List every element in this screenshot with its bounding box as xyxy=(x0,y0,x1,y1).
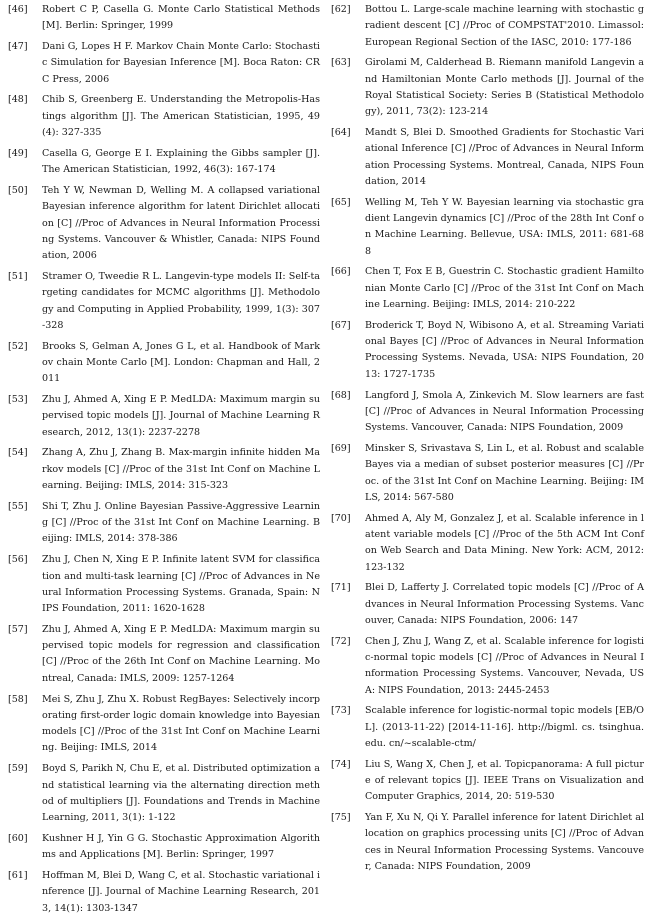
reference-text: Chib S, Greenberg E. Understanding the Metropolis-Hastings algorithm [J]. The American Statistician, 1995, 49 (4): 327-335 xyxy=(42,94,320,139)
reference-number: [69] xyxy=(331,442,351,454)
reference-number: [63] xyxy=(331,57,351,69)
reference-text: Stramer O, Tweedie R L. Langevin-type models II: Self-targeting candidates for MCMC algorithms [J]. Methodology and Computing in Applied Probability, 1999, 1(3): 307-328 xyxy=(42,270,320,331)
reference-text: Minsker S, Srivastava S, Lin L, et al. Robust and scalable Bayes via a median of subset posterior measures [C] //Proc. of the 31st Int Conf on Machine Learning. Beijing: IMLS, 2014: 567-580 xyxy=(365,442,644,503)
reference-number: [53] xyxy=(8,394,28,406)
reference-number: [72] xyxy=(331,635,351,647)
reference-entry xyxy=(8,92,320,141)
reference-number: [58] xyxy=(8,693,28,705)
reference-number: [62] xyxy=(331,4,351,15)
reference-text: Zhu J, Chen N, Xing E P. Infinite latent SVM for classification and multi-task learning [C] //Proc of Advances in Neural Information Processing Systems. Granada, Spain: NIPS Foundation, 2011: 1620-1628 xyxy=(42,554,320,615)
reference-entry xyxy=(331,2,644,51)
reference-text: Teh Y W, Newman D, Welling M. A collapsed variational Bayesian inference algorithm for latent Dirichlet allocation [C] //Proc of Advances in Neural Information Processing Systems. Vancouver & Whistler, Canada: NIPS Foundation, 2006 xyxy=(42,184,320,262)
reference-text: Dani G, Lopes H F. Markov Chain Monte Carlo: Stochastic Simulation for Bayesian Inference [M]. Boca Raton: CRC Press, 2006 xyxy=(42,41,320,85)
reference-entry xyxy=(8,552,320,617)
reference-text: Casella G, George E I. Explaining the Gibbs sampler [J]. The American Statistician, 1992, 46(3): 167-174 xyxy=(42,147,320,176)
reference-text: Langford J, Smola A, Zinkevich M. Slow learners are fast [C] //Proc of Advances in Neural Information Processing Systems. Vancouver, Canada: NIPS Foundation, 2009 xyxy=(365,389,644,434)
reference-entry xyxy=(331,318,644,383)
reference-entry xyxy=(331,441,644,506)
reference-text: Hoffman M, Blei D, Wang C, et al. Stochastic variational inference [J]. Journal of Machine Learning Research, 2013, 14(1): 1303-1347 xyxy=(42,870,320,914)
reference-text: Yan F, Xu N, Qi Y. Parallel inference for latent Dirichlet allocation on graphics processing units [C] //Proc of Advances in Neural Information Processing Systems. Vancouver, Canada: NIPS Foundation, 2009 xyxy=(365,812,644,873)
reference-text: Broderick T, Boyd N, Wibisono A, et al. Streaming Variational Bayes [C] //Proc of Advances in Neural Information Processing Systems. Nevada, USA: NIPS Foundation, 2013: 1727-1735 xyxy=(365,319,644,380)
reference-number: [71] xyxy=(331,582,351,594)
left-reference-column xyxy=(8,2,320,921)
reference-entry xyxy=(8,761,320,826)
reference-text: Welling M, Teh Y W. Bayesian learning via stochastic gradient Langevin dynamics [C] //Proc of the 28th Int Conf on Machine Learning. Bellevue, USA: IMLS, 2011: 681-688 xyxy=(365,196,644,257)
reference-text: Boyd S, Parikh N, Chu E, et al. Distributed optimization and statistical learning via the alternating direction method of multipliers [J]. Foundations and Trends in Machine Learning, 2011, 3(1): 1-122 xyxy=(42,763,320,824)
reference-number: [61] xyxy=(8,870,28,882)
reference-text: Zhu J, Ahmed A, Xing E P. MedLDA: Maximum margin supervised topic models [J]. Journal of Machine Learning Research, 2012, 13(1): 2237-2278 xyxy=(42,394,320,438)
reference-entry xyxy=(8,269,320,334)
reference-entry xyxy=(8,831,320,864)
reference-number: [67] xyxy=(331,319,351,331)
reference-text: Zhang A, Zhu J, Zhang B. Max-margin infinite hidden Markov models [C] //Proc of the 31st Int Conf on Machine Learning. Beijing: IMLS, 2014: 315-323 xyxy=(42,447,320,492)
reference-number: [50] xyxy=(8,184,28,196)
reference-text: Blei D, Lafferty J. Correlated topic models [C] //Proc of Advances in Neural Information Processing Systems. Vancouver, Canada: NIPS Foundation, 2006: 147 xyxy=(365,582,644,626)
reference-text: Mei S, Zhu J, Zhu X. Robust RegBayes: Selectively incorporating first-order logic domain knowledge into Bayesian models [C] //Proc of the 31st Int Conf on Machine Learning. Beijing: IMLS, 2014 xyxy=(42,693,320,754)
reference-entry xyxy=(331,511,644,576)
reference-entry xyxy=(331,264,644,313)
reference-text: Chen J, Zhu J, Wang Z, et al. Scalable inference for logistic-normal topic models [C] //Proc of Advances in Neural Information Processing Systems. Vancouver, Nevada, USA: NIPS Foundation, 2013: 2445-2453 xyxy=(365,635,644,696)
reference-text: Chen T, Fox E B, Guestrin C. Stochastic gradient Hamiltonian Monte Carlo [C] //Proc of the 31st Int Conf on Machine Learning. Beijing: IMLS, 2014: 210-222 xyxy=(365,266,644,311)
reference-number: [74] xyxy=(331,758,351,770)
reference-text: Kushner H J, Yin G G. Stochastic Approximation Algorithms and Applications [M]. Berlin: Springer, 1997 xyxy=(42,832,320,861)
reference-number: [48] xyxy=(8,94,28,106)
right-reference-column xyxy=(331,2,644,880)
reference-text: Mandt S, Blei D. Smoothed Gradients for Stochastic Variational Inference [C] //Proc of Advances in Neural Information Processing Systems. Montreal, Canada, NIPS Foundation, 2014 xyxy=(365,127,644,187)
reference-number: [59] xyxy=(8,763,28,775)
reference-text: Scalable inference for logistic-normal topic models [EB/OL]. (2013-11-22) [2014-11-16]. http://bigml. cs. tsinghua. edu. cn/~scalable-ctm/ xyxy=(365,705,644,749)
reference-entry xyxy=(8,339,320,388)
reference-number: [54] xyxy=(8,447,28,459)
reference-entry xyxy=(8,499,320,548)
reference-entry xyxy=(331,55,644,120)
reference-number: [66] xyxy=(331,266,351,278)
reference-number: [52] xyxy=(8,340,28,352)
reference-number: [57] xyxy=(8,623,28,635)
reference-number: [75] xyxy=(331,812,351,824)
reference-number: [55] xyxy=(8,500,28,512)
reference-entry xyxy=(331,580,644,629)
reference-text: Girolami M, Calderhead B. Riemann manifold Langevin and Hamiltonian Monte Carlo methods [J]. Journal of the Royal Statistical Society: Series B (Statistical Methodology), 2011, 73(2): 123-214 xyxy=(365,57,644,118)
reference-number: [60] xyxy=(8,832,28,844)
reference-text: Zhu J, Ahmed A, Xing E P. MedLDA: Maximum margin supervised topic models for regression and classification [C] //Proc of the 26th Int Conf on Machine Learning. Montreal, Canada: IMLS, 2009: 1257-1264 xyxy=(42,623,320,684)
reference-entry xyxy=(331,125,644,190)
reference-entry xyxy=(8,868,320,917)
reference-entry xyxy=(331,810,644,875)
reference-entry xyxy=(8,392,320,441)
reference-number: [70] xyxy=(331,512,351,524)
reference-number: [56] xyxy=(8,554,28,566)
reference-text: Robert C P, Casella G. Monte Carlo Statistical Methods [M]. Berlin: Springer, 1999 xyxy=(42,4,320,32)
reference-number: [64] xyxy=(331,127,351,139)
reference-entry xyxy=(331,703,644,752)
reference-entry xyxy=(8,445,320,494)
reference-number: [51] xyxy=(8,270,28,282)
reference-number: [46] xyxy=(8,4,28,15)
reference-entry xyxy=(331,388,644,437)
reference-entry xyxy=(331,195,644,260)
reference-entry xyxy=(8,146,320,179)
reference-entry xyxy=(8,2,320,35)
reference-number: [73] xyxy=(331,705,351,717)
reference-number: [49] xyxy=(8,147,28,159)
reference-text: Ahmed A, Aly M, Gonzalez J, et al. Scalable inference in latent variable models [C] //Proc of the 5th ACM Int Conf on Web Search and Data Mining. New York: ACM, 2012: 123-132 xyxy=(365,512,644,573)
reference-number: [47] xyxy=(8,41,28,53)
reference-text: Bottou L. Large-scale machine learning with stochastic gradient descent [C] //Proc of COMPSTAT'2010. Limassol: European Regional Section of the IASC, 2010: 177-186 xyxy=(365,4,644,48)
reference-entry xyxy=(8,39,320,88)
reference-entry xyxy=(8,183,320,264)
reference-text: Liu S, Wang X, Chen J, et al. Topicpanorama: A full picture of relevant topics [J]. IEEE Trans on Visualization and Computer Graphics, 2014, 20: 519-530 xyxy=(365,758,644,803)
reference-entry xyxy=(8,622,320,687)
reference-text: Brooks S, Gelman A, Jones G L, et al. Handbook of Markov chain Monte Carlo [M]. London: Chapman and Hall, 2011 xyxy=(42,340,320,385)
reference-entry xyxy=(331,634,644,699)
reference-entry xyxy=(331,757,644,806)
reference-number: [65] xyxy=(331,196,351,208)
reference-number: [68] xyxy=(331,389,351,401)
reference-entry xyxy=(8,692,320,757)
reference-text: Shi T, Zhu J. Online Bayesian Passive-Aggressive Learning [C] //Proc of the 31st Int Conf on Machine Learning. Beijing: IMLS, 2014: 378-386 xyxy=(42,500,320,545)
